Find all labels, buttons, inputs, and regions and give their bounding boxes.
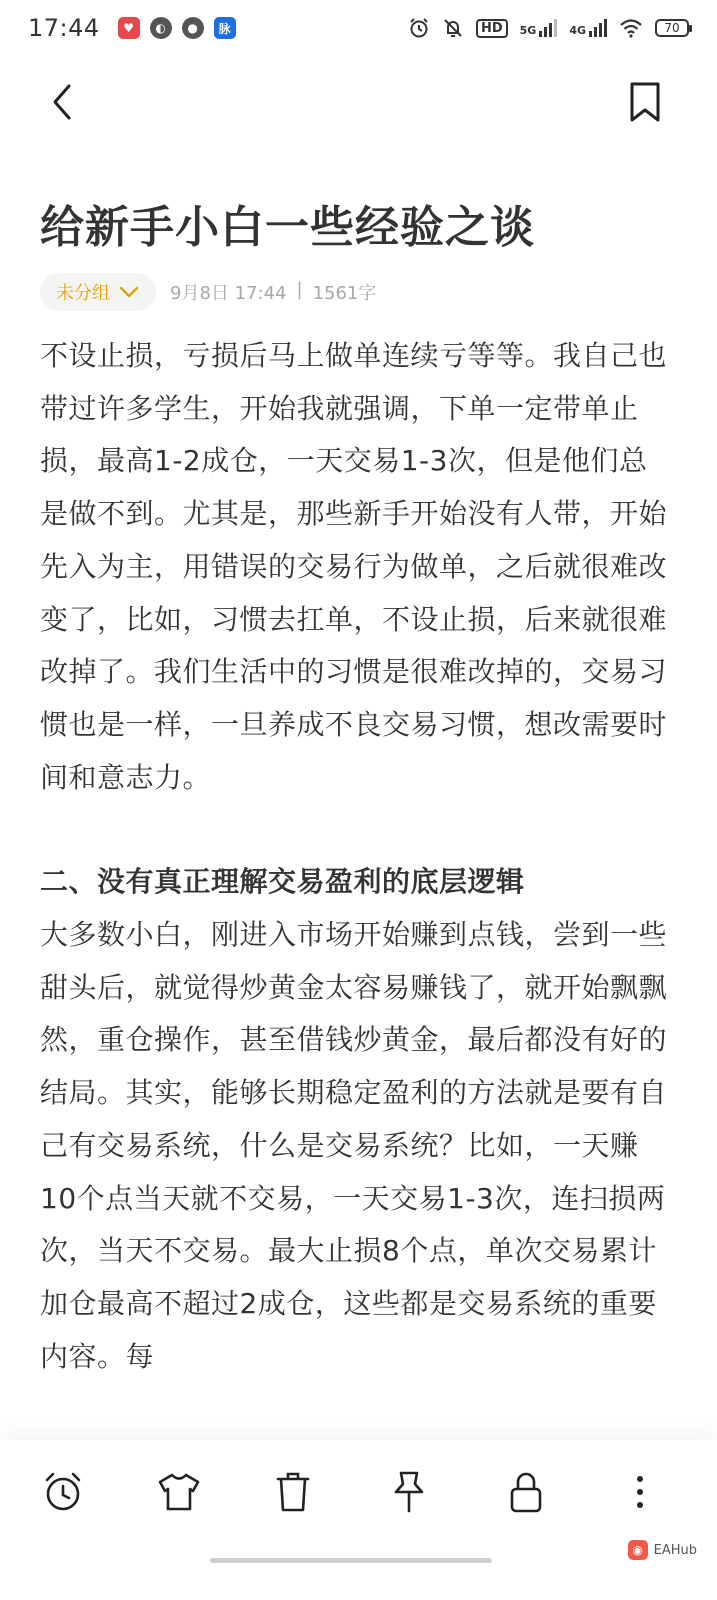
maimai-app-icon: 脉	[214, 17, 236, 39]
alarm-icon	[41, 1470, 85, 1514]
signal-4g	[569, 19, 607, 37]
note-meta	[40, 272, 376, 312]
chevron-down-icon	[118, 285, 140, 299]
lock-icon	[509, 1470, 543, 1514]
net-5g-label: 5G	[519, 24, 537, 37]
back-button[interactable]	[40, 80, 84, 124]
hd-badge: HD	[476, 19, 508, 38]
delete-button[interactable]	[265, 1464, 321, 1520]
note-title[interactable]: 给新手小白一些经验之谈	[40, 202, 535, 253]
lock-button[interactable]	[498, 1464, 554, 1520]
status-time: 17:44	[28, 14, 100, 42]
pin-button[interactable]	[381, 1464, 437, 1520]
top-nav	[0, 72, 717, 132]
mute-bell-icon	[442, 17, 464, 39]
note-date: 9月8日 17:44	[170, 283, 287, 304]
status-left	[28, 14, 236, 42]
group-label: 未分组	[56, 283, 110, 304]
pin-icon	[392, 1470, 426, 1514]
paragraph-1: 不设止损，亏损后马上做单连续亏等等。我自己也带过许多学生，开始我就强调，下单一定带单止损，最高1-2成仓，一天交易1-3次，但是他们总是做不到。尤其是，那些新手开始没有人带，开始先入为主，用错误的交易行为做单，之后就很难改变了，比如，习惯去扛单，不设止损，后来就很难改掉了。我们生活中的习惯是很难改掉的，交易习惯也是一样，一旦养成不良交易习惯，想改需要时间和意志力。	[40, 339, 668, 794]
status-bar	[0, 0, 717, 56]
compass-icon: ◐	[150, 17, 172, 39]
signal-bars-icon	[539, 19, 557, 37]
bookmark-button[interactable]	[623, 78, 667, 126]
note-body[interactable]	[40, 330, 670, 1383]
blank-line	[40, 804, 670, 856]
reminder-button[interactable]	[35, 1464, 91, 1520]
word-count: 1561字	[312, 283, 377, 304]
meta-separator: |	[296, 279, 303, 300]
net-4g-label: 4G	[569, 24, 586, 37]
more-icon	[634, 1474, 646, 1510]
battery-icon	[655, 19, 689, 37]
paragraph-2: 大多数小白，刚进入市场开始赚到点钱，尝到一些甜头后，就觉得炒黄金太容易赚钱了，就开始飘飘然，重仓操作，甚至借钱炒黄金，最后都没有好的结局。其实，能够长期稳定盈利的方法就是要有自己有交易系统，什么是交易系统？比如，一天赚10个点当天就不交易，一天交易1-3次，连扫损两次，当天不交易。最大止损8个点，单次交易累计加仓最高不超过2成仓，这些都是交易系统的重要内容。每	[40, 918, 668, 1373]
watermark	[628, 1540, 697, 1560]
status-right	[408, 17, 689, 39]
more-button[interactable]	[612, 1464, 668, 1520]
watermark-text: EAHub	[653, 1542, 697, 1558]
meta-info	[170, 279, 376, 305]
home-indicator[interactable]	[210, 1558, 492, 1563]
group-selector[interactable]	[40, 273, 156, 311]
trash-icon	[275, 1471, 311, 1513]
eahub-logo-icon: ◉	[628, 1540, 648, 1560]
signal-5g	[520, 19, 558, 37]
bottom-toolbar	[0, 1440, 717, 1600]
toolbar-row	[0, 1464, 717, 1520]
wifi-icon	[619, 18, 643, 38]
bookmark-icon	[629, 81, 661, 123]
alarm-status-icon	[408, 17, 430, 39]
chevron-left-icon	[49, 82, 75, 122]
theme-button[interactable]	[151, 1464, 207, 1520]
shirt-icon	[156, 1472, 202, 1512]
chat-bubble-icon: ●	[182, 17, 204, 39]
signal-bars-icon	[589, 19, 607, 37]
app-notification-icon: ♥	[118, 17, 140, 39]
battery-level: 70	[664, 21, 680, 35]
section-heading: 二、没有真正理解交易盈利的底层逻辑	[40, 865, 525, 899]
